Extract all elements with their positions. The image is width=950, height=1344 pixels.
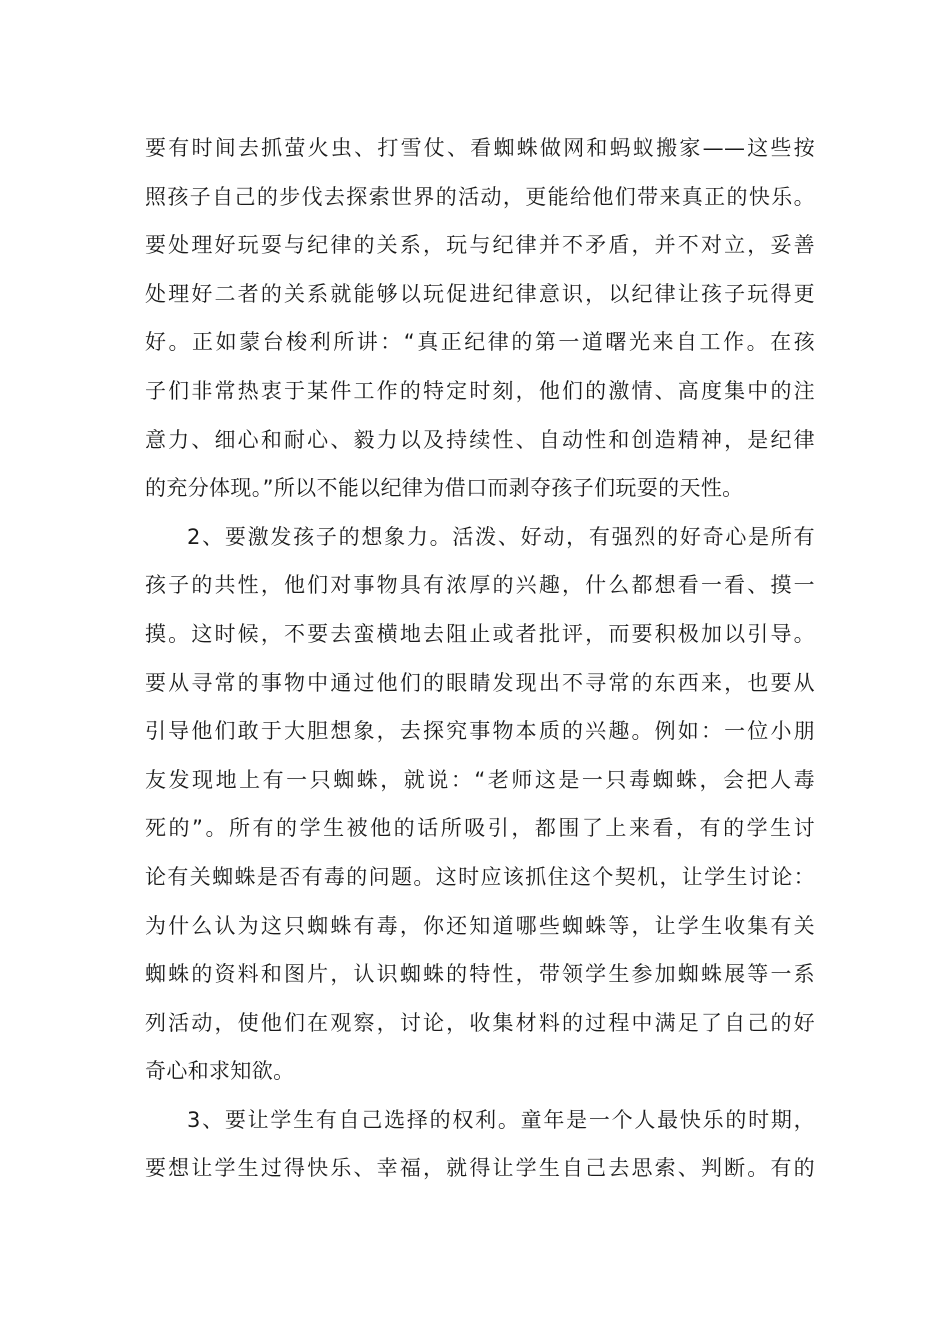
text-line: 为什么认为这只蜘蛛有毒，你还知道哪些蜘蛛等，让学生收集有关 [145, 913, 815, 938]
text-line: 论有关蜘蛛是否有毒的问题。这时应该抓住这个契机，让学生讨论： [145, 864, 815, 889]
text-line: 2、要激发孩子的想象力。活泼、好动，有强烈的好奇心是所有 [187, 524, 815, 549]
text-line: 子们非常热衷于某件工作的特定时刻，他们的激情、高度集中的注 [145, 378, 815, 403]
text-line: 摸。这时候，不要去蛮横地去阻止或者批评，而要积极加以引导。 [145, 621, 815, 646]
paragraph-1 [145, 124, 815, 513]
text-line: 3、要让学生有自己选择的权利。童年是一个人最快乐的时期， [187, 1107, 815, 1132]
text-line: 引导他们敢于大胆想象，去探究事物本质的兴趣。例如：一位小朋 [145, 719, 815, 744]
text-line: 好。正如蒙台梭利所讲：“真正纪律的第一道曙光来自工作。在孩 [145, 330, 815, 355]
text-line: 死的”。所有的学生被他的话所吸引，都围了上来看，有的学生讨 [145, 816, 815, 841]
document-body [145, 124, 815, 1193]
text-line: 要想让学生过得快乐、幸福，就得让学生自己去思索、判断。有的 [145, 1156, 815, 1181]
text-line: 意力、细心和耐心、毅力以及持续性、自动性和创造精神，是纪律 [145, 427, 815, 452]
text-line: 要处理好玩耍与纪律的关系，玩与纪律并不矛盾，并不对立，妥善 [145, 233, 815, 258]
text-line: 的充分体现。”所以不能以纪律为借口而剥夺孩子们玩耍的天性。 [145, 476, 744, 501]
text-line: 奇心和求知欲。 [145, 1059, 295, 1084]
text-line: 照孩子自己的步伐去探索世界的活动，更能给他们带来真正的快乐。 [145, 184, 815, 209]
text-line: 要有时间去抓萤火虫、打雪仗、看蜘蛛做网和蚂蚁搬家——这些按 [145, 136, 815, 160]
paragraph-3 [145, 1096, 815, 1193]
paragraph-2 [145, 513, 815, 1096]
text-line: 蜘蛛的资料和图片，认识蜘蛛的特性，带领学生参加蜘蛛展等一系 [145, 962, 815, 987]
text-line: 列活动，使他们在观察，讨论，收集材料的过程中满足了自己的好 [145, 1010, 815, 1035]
text-line: 孩子的共性，他们对事物具有浓厚的兴趣，什么都想看一看、摸一 [145, 573, 815, 598]
text-line: 要从寻常的事物中通过他们的眼睛发现出不寻常的东西来，也要从 [145, 670, 815, 695]
text-line: 友发现地上有一只蜘蛛，就说：“老师这是一只毒蜘蛛，会把人毒 [145, 767, 815, 792]
text-line: 处理好二者的关系就能够以玩促进纪律意识，以纪律让孩子玩得更 [145, 281, 815, 306]
